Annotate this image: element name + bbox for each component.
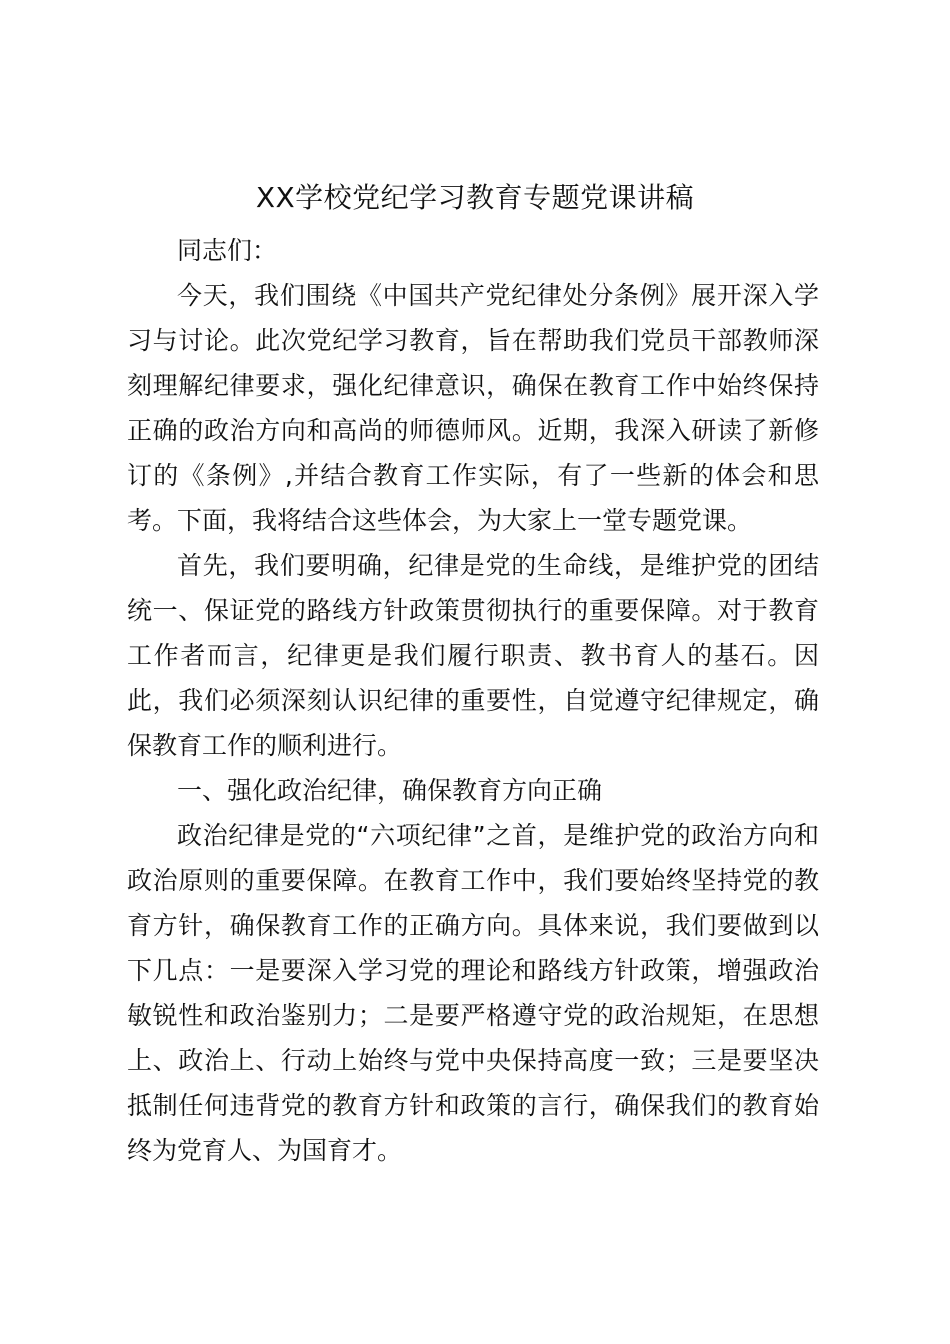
section-heading: 一、强化政治纪律，确保教育方向正确 [177,776,603,805]
document-title: XX学校党纪学习教育专题党课讲稿 [255,181,695,214]
paragraph-intro: 今天，我们围绕《中国共产党纪律处分条例》展开深入学习与讨论。此次党纪学习教育，旨在帮助我们党员干部教师深刻理解纪律要求，强化纪律意识，确保在教育工作中始终保持正确的政治方向和高尚的师德师风。近期，我深入研读了新修订的《条例》,并结合教育工作实际，有了一些新的体会和思考。下面，我将结合这些体会，为大家上一堂专题党课。 [127,281,819,535]
section-paragraph: 政治纪律是党的“六项纪律”之首，是维护党的政治方向和政治原则的重要保障。在教育工作中，我们要始终坚持党的教育方针，确保教育工作的正确方向。具体来说，我们要做到以下几点：一是要深入学习党的理论和路线方针政策，增强政治敏锐性和政治鉴别力；二是要严格遵守党的政治规矩，在思想上、政治上、行动上始终与党中央保持高度一致；三是要坚决抵制任何违背党的教育方针和政策的言行，确保我们的教育始终为党育人、为国育才。 [127,821,819,1165]
greeting: 同志们： [177,236,278,265]
document-body [127,228,819,1173]
paragraph-discipline: 首先，我们要明确，纪律是党的生命线，是维护党的团结统一、保证党的路线方针政策贯彻执行的重要保障。对于教育工作者而言，纪律更是我们履行职责、教书育人的基石。因此，我们必须深刻认识纪律的重要性，自觉遵守纪律规定，确保教育工作的顺利进行。 [127,551,819,760]
